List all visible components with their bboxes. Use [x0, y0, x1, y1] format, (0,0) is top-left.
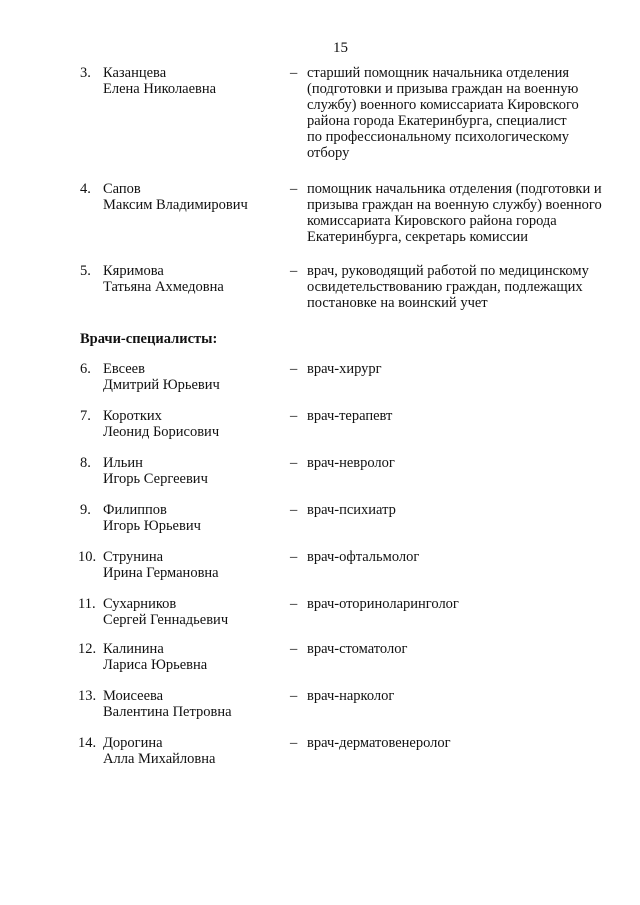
role-line: Екатеринбурга, секретарь комиссии: [307, 229, 529, 245]
surname: Струнина: [103, 549, 164, 565]
entry-number: 13.: [78, 688, 97, 704]
role-line: службу) военного комиссариата Кировского: [307, 97, 579, 113]
role-line: района города Екатеринбурга, специалист: [307, 113, 567, 129]
surname: Дорогина: [103, 735, 163, 751]
entry-number: 5.: [80, 263, 91, 279]
dash-separator: –: [290, 455, 298, 471]
given-names: Игорь Юрьевич: [103, 518, 201, 534]
surname: Сапов: [103, 181, 141, 197]
section-heading: Врачи-специалисты:: [80, 331, 218, 347]
dash-separator: –: [290, 65, 298, 81]
role-line: врач-терапевт: [307, 408, 393, 424]
role-line: врач-стоматолог: [307, 641, 408, 657]
dash-separator: –: [290, 408, 298, 424]
role-line: по профессиональному психологическому: [307, 129, 570, 145]
entry-number: 11.: [78, 596, 96, 612]
given-names: Максим Владимирович: [103, 197, 248, 213]
role-line: врач-невролог: [307, 455, 395, 471]
entry-number: 14.: [78, 735, 97, 751]
entry-number: 6.: [80, 361, 91, 377]
person-name: [103, 455, 283, 487]
role-description: [307, 181, 617, 245]
dash-separator: –: [290, 263, 298, 279]
given-names: Игорь Сергеевич: [103, 471, 208, 487]
given-names: Леонид Борисович: [103, 424, 220, 440]
dash-separator: –: [290, 641, 298, 657]
role-description: [307, 502, 617, 518]
dash-separator: –: [290, 549, 298, 565]
dash-separator: –: [290, 502, 298, 518]
entry-number: 8.: [80, 455, 91, 471]
role-description: [307, 549, 617, 565]
role-description: [307, 455, 617, 471]
person-name: [103, 361, 283, 393]
role-description: [307, 65, 617, 161]
given-names: Лариса Юрьевна: [103, 657, 208, 673]
dash-separator: –: [290, 688, 298, 704]
role-line: врач-офтальмолог: [307, 549, 420, 565]
person-name: [103, 735, 283, 767]
person-name: [103, 688, 283, 720]
surname: Казанцева: [103, 65, 167, 81]
given-names: Елена Николаевна: [103, 81, 217, 97]
dash-separator: –: [290, 361, 298, 377]
surname: Евсеев: [103, 361, 145, 377]
role-line: призыва граждан на военную службу) военного: [307, 197, 602, 213]
person-name: [103, 181, 283, 213]
dash-separator: –: [290, 181, 298, 197]
entry-number: 12.: [78, 641, 97, 657]
role-line: врач-оториноларинголог: [307, 596, 459, 612]
surname: Кяримова: [103, 263, 164, 279]
person-name: [103, 263, 283, 295]
person-name: [103, 596, 283, 628]
role-line: врач-нарколог: [307, 688, 395, 704]
person-name: [103, 502, 283, 534]
surname: Калинина: [103, 641, 164, 657]
entry-number: 4.: [80, 181, 91, 197]
role-line: комиссариата Кировского района города: [307, 213, 557, 229]
role-line: (подготовки и призыва граждан на военную: [307, 81, 579, 97]
role-line: врач-дерматовенеролог: [307, 735, 451, 751]
surname: Коротких: [103, 408, 162, 424]
given-names: Дмитрий Юрьевич: [103, 377, 220, 393]
surname: Филиппов: [103, 502, 167, 518]
role-line: старший помощник начальника отделения: [307, 65, 570, 81]
role-line: освидетельствованию граждан, подлежащих: [307, 279, 583, 295]
surname: Моисеева: [103, 688, 164, 704]
role-description: [307, 361, 617, 377]
given-names: Татьяна Ахмедовна: [103, 279, 224, 295]
entry-number: 7.: [80, 408, 91, 424]
person-name: [103, 408, 283, 440]
given-names: Ирина Германовна: [103, 565, 219, 581]
role-description: [307, 641, 617, 657]
entry-number: 3.: [80, 65, 91, 81]
role-line: врач-хирург: [307, 361, 382, 377]
page-number: 15: [333, 40, 348, 56]
role-line: врач-психиатр: [307, 502, 396, 518]
person-name: [103, 641, 283, 673]
role-line: постановке на воинский учет: [307, 295, 488, 311]
role-description: [307, 263, 617, 311]
role-line: отбору: [307, 145, 350, 161]
person-name: [103, 65, 283, 97]
role-line: помощник начальника отделения (подготовки и: [307, 181, 602, 197]
role-line: врач, руководящий работой по медицинскому: [307, 263, 589, 279]
role-description: [307, 735, 617, 751]
entry-number: 9.: [80, 502, 91, 518]
dash-separator: –: [290, 735, 298, 751]
surname: Ильин: [103, 455, 143, 471]
role-description: [307, 408, 617, 424]
given-names: Сергей Геннадьевич: [103, 612, 229, 628]
role-description: [307, 596, 617, 612]
given-names: Валентина Петровна: [103, 704, 232, 720]
surname: Сухарников: [103, 596, 177, 612]
role-description: [307, 688, 617, 704]
dash-separator: –: [290, 596, 298, 612]
entry-number: 10.: [78, 549, 97, 565]
person-name: [103, 549, 283, 581]
given-names: Алла Михайловна: [103, 751, 216, 767]
